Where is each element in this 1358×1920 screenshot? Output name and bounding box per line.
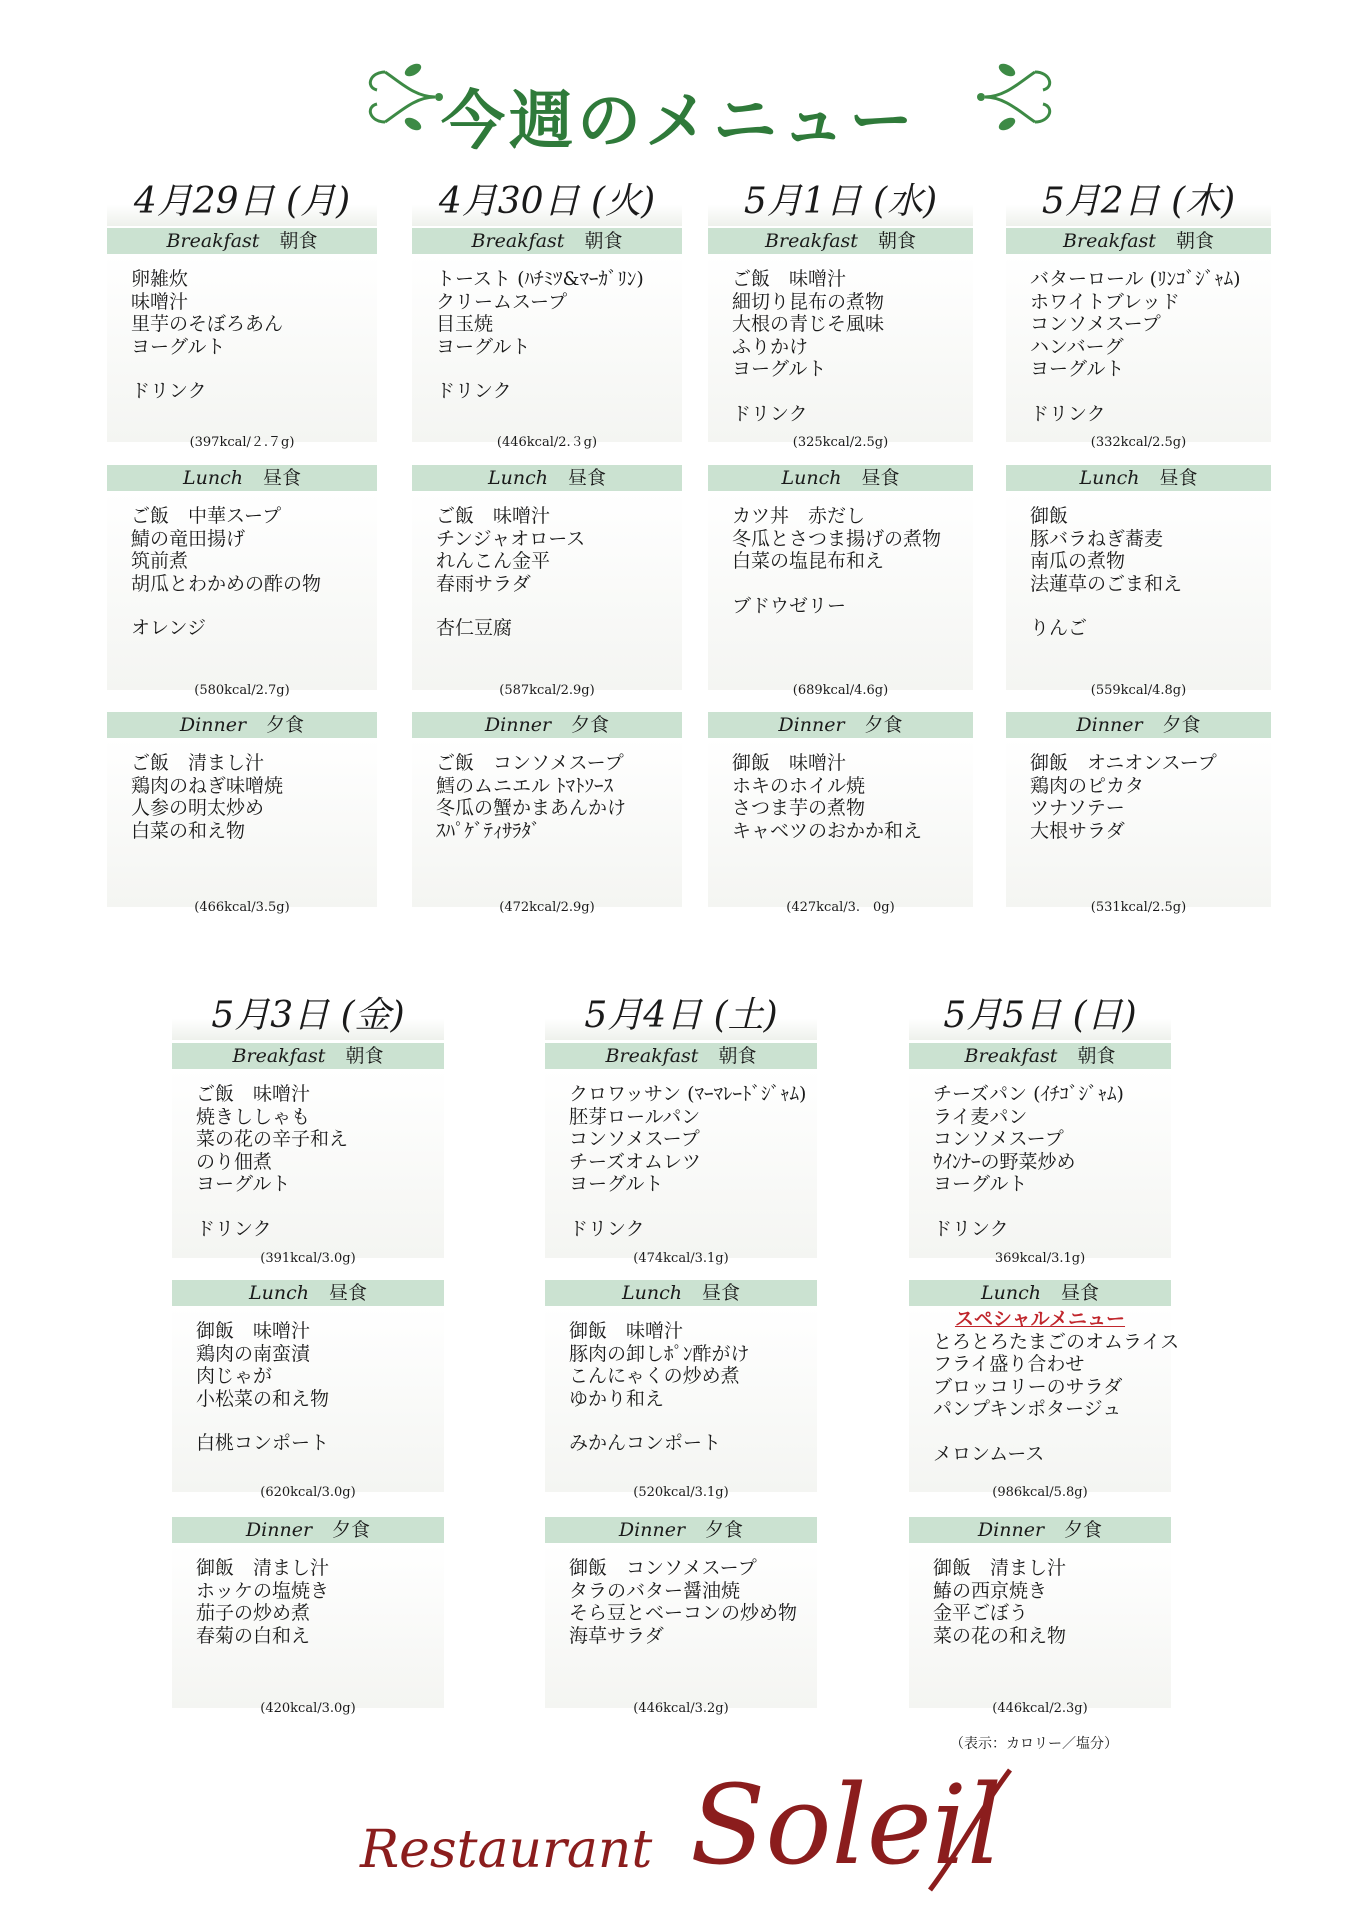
menu-item: 白菜の和え物 — [131, 819, 246, 842]
lunch-label-jp: 昼食 — [567, 467, 606, 489]
menu-item: 焼きししゃも — [196, 1105, 311, 1128]
menu-item: ヨーグルト — [933, 1173, 1028, 1195]
dinner-nutrition: (446kcal/3.2g) — [633, 1701, 729, 1716]
lunch-nutrition: (559kcal/4.8g) — [1090, 683, 1187, 698]
menu-item: ご飯 味噌汁 — [196, 1083, 311, 1105]
menu-item: 御飯 味噌汁 — [569, 1320, 684, 1342]
menu-item: 御飯 清まし汁 — [933, 1557, 1067, 1579]
menu-item: ご飯 コンソメスープ — [436, 752, 624, 774]
menu-item: 御飯 オニオンスープ — [1030, 752, 1217, 774]
menu-item: 鱈のムニエル ﾄﾏﾄｿｰｽ — [436, 774, 614, 797]
menu-item: 鰆の西京焼き — [933, 1579, 1048, 1602]
breakfast-items — [1006, 254, 1271, 442]
menu-item: のり佃煮 — [196, 1150, 273, 1173]
legend-note: （表示：カロリー／塩分） — [950, 1736, 1118, 1752]
menu-item: 杏仁豆腐 — [436, 617, 513, 639]
menu-item: 海草サラダ — [569, 1624, 664, 1647]
menu-item: ハンバーグ — [1030, 335, 1124, 358]
footer-soleil: Soleil — [690, 1761, 1003, 1889]
dinner-nutrition: (466kcal/3.5g) — [194, 900, 290, 915]
menu-item: 卵雑炊 — [131, 268, 189, 290]
lunch-items — [708, 491, 973, 690]
lunch-nutrition: (580kcal/2.7g) — [194, 683, 290, 698]
menu-item: カツ丼 赤だし — [732, 505, 866, 527]
menu-item: 春雨サラダ — [436, 572, 531, 595]
dinner-header — [172, 1517, 444, 1543]
menu-item: キャベツのおかか和え — [732, 819, 923, 842]
dinner-items — [1006, 738, 1271, 907]
breakfast-label-en: Breakfast — [765, 230, 858, 252]
lunch-label-en: Lunch — [183, 467, 243, 489]
breakfast-nutrition: (397kcal/２.７g) — [189, 435, 295, 450]
menu-item: 御飯 味噌汁 — [196, 1320, 311, 1342]
dinner-nutrition: (446kcal/2.3g) — [992, 1701, 1088, 1716]
breakfast-label-jp: 朝食 — [1175, 230, 1214, 252]
dinner-header — [909, 1517, 1171, 1543]
breakfast-header — [909, 1043, 1171, 1069]
menu-item: 大根の青じそ風味 — [732, 313, 885, 335]
menu-item: タラのバター醤油焼 — [569, 1579, 741, 1602]
day-date: 5月3日 (金) — [172, 992, 444, 1040]
menu-item: 白菜の塩昆布和え — [732, 550, 885, 572]
menu-item: ライ麦パン — [933, 1105, 1028, 1128]
lunch-label-jp: 昼食 — [1159, 467, 1198, 489]
lunch-label-jp: 昼食 — [861, 467, 900, 489]
day-date: 5月2日 (木) — [1006, 178, 1271, 226]
menu-item: 金平ごぼう — [933, 1602, 1029, 1624]
menu-item: コンソメスープ — [1030, 313, 1161, 335]
breakfast-label-en: Breakfast — [605, 1045, 699, 1067]
dinner-label-en: Dinner — [778, 714, 845, 736]
menu-item: 人参の明太炒め — [131, 797, 265, 819]
breakfast-label-jp: 朝食 — [279, 230, 318, 252]
breakfast-items — [172, 1069, 444, 1258]
breakfast-header — [172, 1043, 444, 1069]
menu-item: ドリンク — [131, 380, 207, 402]
menu-item: ヨーグルト — [732, 358, 827, 380]
menu-item: ご飯 中華スープ — [131, 505, 282, 527]
menu-item: ご飯 味噌汁 — [436, 505, 551, 527]
menu-item: バターロール (ﾘﾝｺﾞｼﾞｬﾑ) — [1030, 268, 1241, 290]
breakfast-header — [412, 228, 682, 254]
menu-item: ドリンク — [933, 1217, 1009, 1240]
lunch-nutrition: (620kcal/3.0g) — [260, 1485, 356, 1500]
dinner-label-jp: 夕食 — [864, 714, 903, 736]
menu-item: れんこん金平 — [436, 550, 551, 572]
dinner-label-jp: 夕食 — [332, 1519, 371, 1541]
page-title: 今週のメニュー — [441, 85, 917, 159]
breakfast-nutrition: (474kcal/3.1g) — [633, 1251, 729, 1266]
dinner-label-jp: 夕食 — [571, 714, 610, 736]
dinner-label-en: Dinner — [977, 1519, 1045, 1541]
dinner-items — [708, 738, 973, 907]
menu-item: ドリンク — [436, 380, 512, 402]
lunch-label-en: Lunch — [249, 1282, 309, 1304]
lunch-items — [545, 1306, 817, 1492]
menu-item: とろとろたまごのオムライス — [933, 1330, 1180, 1353]
day-date: 4月29日 (月) — [107, 178, 377, 226]
menu-item: ｳｲﾝﾅｰの野菜炒め — [933, 1150, 1076, 1173]
dinner-header — [545, 1517, 817, 1543]
dinner-label-jp: 夕食 — [705, 1519, 744, 1541]
lunch-label-en: Lunch — [981, 1282, 1041, 1304]
breakfast-label-jp: 朝食 — [718, 1045, 757, 1067]
menu-item: ドリンク — [1030, 402, 1106, 425]
menu-item: りんご — [1030, 617, 1088, 639]
dinner-label-en: Dinner — [245, 1519, 313, 1541]
dinner-header — [708, 712, 973, 738]
breakfast-nutrition: (446kcal/2.３g) — [496, 435, 598, 450]
breakfast-nutrition: 369kcal/3.1g) — [994, 1251, 1086, 1266]
dinner-label-jp: 夕食 — [1064, 1519, 1103, 1541]
menu-item: ｽﾊﾟｹﾞﾃｨｻﾗﾀﾞ — [436, 819, 541, 842]
lunch-label-en: Lunch — [622, 1282, 682, 1304]
menu-item: チーズオムレツ — [569, 1150, 702, 1173]
lunch-nutrition: (587kcal/2.9g) — [499, 683, 595, 698]
dinner-items — [909, 1543, 1171, 1708]
breakfast-label-en: Breakfast — [964, 1045, 1058, 1067]
menu-item: ゆかり和え — [569, 1387, 665, 1410]
breakfast-items — [909, 1069, 1171, 1258]
day-date: 5月4日 (土) — [545, 992, 817, 1040]
lunch-label-jp: 昼食 — [1060, 1282, 1099, 1304]
lunch-nutrition: (986kcal/5.8g) — [992, 1485, 1088, 1500]
dinner-label-en: Dinner — [484, 714, 552, 736]
menu-item: トースト (ﾊﾁﾐﾂ&ﾏｰｶﾞﾘﾝ) — [436, 268, 644, 290]
menu-item: こんにゃくの炒め煮 — [569, 1365, 740, 1387]
menu-item: ご飯 味噌汁 — [732, 268, 847, 290]
menu-item: ヨーグルト — [1030, 358, 1125, 380]
dinner-label-jp: 夕食 — [1162, 714, 1201, 736]
breakfast-label-jp: 朝食 — [345, 1045, 384, 1067]
menu-item: メロンムース — [933, 1442, 1045, 1465]
breakfast-header — [545, 1043, 817, 1069]
breakfast-items — [708, 254, 973, 442]
lunch-nutrition: (689kcal/4.6g) — [792, 683, 889, 698]
menu-item: 菜の花の和え物 — [933, 1624, 1067, 1647]
breakfast-label-jp: 朝食 — [584, 230, 623, 252]
footer-restaurant: Restaurant — [360, 1820, 653, 1880]
lunch-items — [412, 491, 682, 690]
breakfast-nutrition: (332kcal/2.5g) — [1090, 435, 1187, 450]
dinner-label-en: Dinner — [1076, 714, 1143, 736]
breakfast-label-en: Breakfast — [1063, 230, 1156, 252]
dinner-nutrition: (427kcal/3. 0g) — [786, 900, 895, 915]
breakfast-header — [1006, 228, 1271, 254]
menu-item: ご飯 清まし汁 — [131, 752, 265, 774]
dinner-items — [412, 738, 682, 907]
dinner-header — [107, 712, 377, 738]
menu-item: チンジャオロース — [436, 527, 586, 550]
lunch-items — [1006, 491, 1271, 690]
menu-item: コンソメスープ — [933, 1128, 1064, 1150]
dinner-header — [412, 712, 682, 738]
menu-item: ヨーグルト — [569, 1173, 664, 1195]
menu-item: ホッケの塩焼き — [196, 1579, 330, 1602]
menu-item: 法蓮草のごま和え — [1030, 572, 1183, 595]
lunch-header — [1006, 465, 1271, 491]
breakfast-label-en: Breakfast — [166, 230, 260, 252]
leaf-ornament-right-icon — [975, 52, 1065, 142]
breakfast-items — [412, 254, 682, 442]
day-date: 4月30日 (火) — [412, 178, 682, 226]
menu-item: 御飯 味噌汁 — [732, 752, 847, 774]
menu-item: 白桃コンポート — [196, 1432, 330, 1454]
menu-item: 肉じゃが — [196, 1365, 273, 1387]
menu-item: ツナソテー — [1030, 797, 1125, 819]
menu-item: コンソメスープ — [569, 1128, 700, 1150]
breakfast-header — [708, 228, 973, 254]
dinner-header — [1006, 712, 1271, 738]
lunch-header — [107, 465, 377, 491]
menu-item: 御飯 清まし汁 — [196, 1557, 330, 1579]
menu-item: 細切り昆布の煮物 — [732, 290, 885, 313]
breakfast-label-jp: 朝食 — [1077, 1045, 1116, 1067]
menu-item: 菜の花の辛子和え — [196, 1128, 349, 1150]
breakfast-label-jp: 朝食 — [877, 230, 916, 252]
menu-item: パンプキンポタージュ — [933, 1398, 1122, 1420]
menu-item: ヨーグルト — [131, 335, 226, 358]
menu-item: 筑前煮 — [131, 550, 189, 572]
lunch-label-en: Lunch — [781, 467, 842, 489]
breakfast-label-en: Breakfast — [232, 1045, 326, 1067]
menu-item: 冬瓜とさつま揚げの煮物 — [732, 527, 942, 550]
dinner-items — [107, 738, 377, 907]
menu-item: 豚バラねぎ蕎麦 — [1030, 527, 1164, 550]
lunch-items — [107, 491, 377, 690]
menu-item: 胚芽ロールパン — [569, 1105, 701, 1128]
menu-item: チーズパン (ｲﾁｺﾞｼﾞｬﾑ) — [933, 1083, 1124, 1105]
menu-item: ヨーグルト — [436, 335, 531, 358]
menu-item: 味噌汁 — [131, 290, 189, 313]
lunch-items — [172, 1306, 444, 1492]
dinner-nutrition: (531kcal/2.5g) — [1090, 900, 1187, 915]
lunch-nutrition: (520kcal/3.1g) — [633, 1485, 729, 1500]
breakfast-header — [107, 228, 377, 254]
menu-item: 南瓜の煮物 — [1030, 550, 1126, 572]
menu-item: ふりかけ — [732, 335, 809, 358]
lunch-label-en: Lunch — [1079, 467, 1140, 489]
menu-item: クロワッサン (ﾏｰﾏﾚｰﾄﾞｼﾞｬﾑ) — [569, 1083, 807, 1105]
menu-item: 鯖の竜田揚げ — [131, 527, 246, 550]
dinner-label-jp: 夕食 — [266, 714, 305, 736]
breakfast-nutrition: (325kcal/2.5g) — [792, 435, 889, 450]
day-date: 5月1日 (水) — [708, 178, 973, 226]
menu-item: 里芋のそぼろあん — [131, 313, 284, 335]
menu-item: 春菊の白和え — [196, 1624, 311, 1647]
menu-item: 豚肉の卸しﾎﾟﾝ酢がけ — [569, 1342, 750, 1365]
breakfast-items — [107, 254, 377, 442]
dinner-label-en: Dinner — [179, 714, 247, 736]
lunch-label-jp: 昼食 — [262, 467, 301, 489]
menu-item: 鶏肉のピカタ — [1030, 774, 1145, 797]
lunch-header — [909, 1280, 1171, 1306]
menu-item: ブロッコリーのサラダ — [933, 1375, 1123, 1398]
menu-item: そら豆とベーコンの炒め物 — [569, 1602, 798, 1624]
breakfast-label-en: Breakfast — [471, 230, 565, 252]
day-date: 5月5日 (日) — [909, 992, 1171, 1040]
menu-item: 目玉焼 — [436, 313, 494, 335]
lunch-header — [172, 1280, 444, 1306]
lunch-header — [412, 465, 682, 491]
dinner-nutrition: (420kcal/3.0g) — [260, 1701, 356, 1716]
menu-item: 御飯 コンソメスープ — [569, 1557, 757, 1579]
dinner-label-en: Dinner — [618, 1519, 686, 1541]
swash-ornament-icon — [910, 1760, 1020, 1900]
breakfast-nutrition: (391kcal/3.0g) — [260, 1251, 356, 1266]
dinner-items — [545, 1543, 817, 1708]
dinner-nutrition: (472kcal/2.9g) — [499, 900, 595, 915]
menu-item: ブドウゼリー — [732, 594, 847, 617]
menu-item: ドリンク — [732, 402, 808, 425]
menu-item: オレンジ — [131, 617, 207, 639]
menu-item: フライ盛り合わせ — [933, 1353, 1085, 1375]
menu-item: 茄子の炒め煮 — [196, 1602, 311, 1624]
menu-item: 鶏肉のねぎ味噌焼 — [131, 774, 284, 797]
lunch-label-jp: 昼食 — [328, 1282, 367, 1304]
menu-item: 鶏肉の南蛮漬 — [196, 1342, 311, 1365]
menu-item: ドリンク — [196, 1217, 272, 1240]
dinner-items — [172, 1543, 444, 1708]
menu-item: ドリンク — [569, 1217, 645, 1240]
menu-item: 御飯 — [1030, 505, 1069, 527]
menu-item: 大根サラダ — [1030, 819, 1125, 842]
menu-item: ホキのホイル焼 — [732, 774, 866, 797]
lunch-items — [909, 1306, 1180, 1492]
menu-item: 小松菜の和え物 — [196, 1387, 330, 1410]
menu-item: 胡瓜とわかめの酢の物 — [131, 572, 322, 595]
lunch-header — [708, 465, 973, 491]
menu-item: 冬瓜の蟹かまあんかけ — [436, 797, 627, 819]
menu-item: ホワイトブレッド — [1030, 290, 1180, 313]
menu-item: ヨーグルト — [196, 1173, 291, 1195]
breakfast-items — [545, 1069, 817, 1258]
menu-item: さつま芋の煮物 — [732, 797, 866, 819]
special-menu-label: スペシャルメニュー — [954, 1308, 1126, 1330]
menu-item: クリームスープ — [436, 290, 568, 313]
lunch-label-jp: 昼食 — [701, 1282, 740, 1304]
menu-item: みかんコンポート — [569, 1432, 722, 1454]
lunch-label-en: Lunch — [488, 467, 548, 489]
lunch-header — [545, 1280, 817, 1306]
